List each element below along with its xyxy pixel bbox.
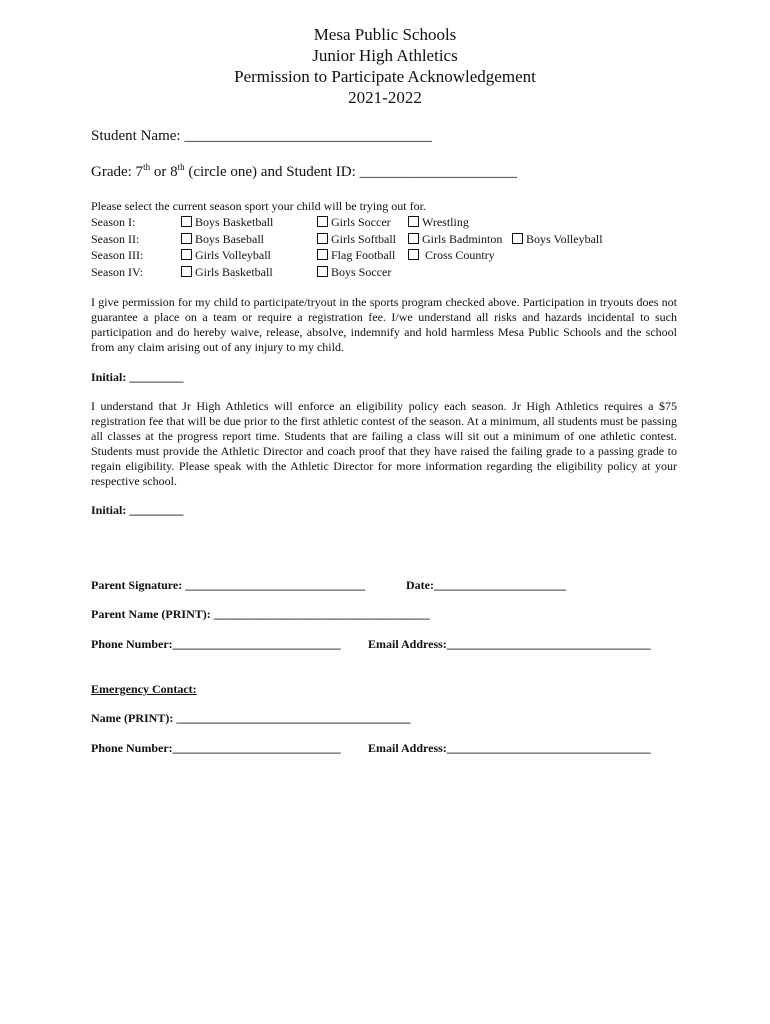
checkbox[interactable] xyxy=(317,216,328,227)
school-name: Mesa Public Schools xyxy=(313,25,457,44)
permission-paragraph: I give permission for my child to participate/tryout in the sports program checked above. Participation in tryouts does not guarantee a place on a team or require a registration fee. I/we understand all risks and hazards incidental to such participation and do hereby waive, release, absolve, indemnify and hold harmless Mesa Public Schools and the school from any claim arising out of any injury to my child. xyxy=(91,295,677,354)
grade-student-id-field[interactable]: Grade: 7th or 8th (circle one) and Student ID: _____________________ xyxy=(91,162,518,180)
parent-email-field[interactable]: Email Address:__________________________________ xyxy=(368,637,651,651)
season-label: Season II: xyxy=(91,232,140,246)
checkbox[interactable] xyxy=(181,249,192,260)
parent-name-field[interactable]: Parent Name (PRINT): ____________________________________ xyxy=(91,607,430,621)
season-label: Season I: xyxy=(91,215,136,229)
student-name-field[interactable]: Student Name: _________________________________ xyxy=(91,128,432,144)
checkbox[interactable] xyxy=(181,266,192,277)
checkbox[interactable] xyxy=(408,233,419,244)
sport-option[interactable]: Boys Soccer xyxy=(317,265,391,280)
sport-option[interactable]: Cross Country xyxy=(408,248,495,263)
checkbox[interactable] xyxy=(512,233,523,244)
date-field[interactable]: Date:______________________ xyxy=(406,578,566,592)
eligibility-paragraph: I understand that Jr High Athletics will enforce an eligibility policy each season. Jr High Athletics requires a $75 registration fee that will be due prior to the first athletic contest of the season. At a minimum, all students must be passing all classes at the progress report time. Students that are failing a class will sit out a minimum of one athletic contest. Students must provide the Athletic Director and coach proof that they have raised the failing grade to a passing grade to regain eligibility. Please speak with the Athletic Director for more information regarding the eligibility policy at your respective school. xyxy=(91,399,677,488)
checkbox[interactable] xyxy=(317,233,328,244)
parent-signature-field[interactable]: Parent Signature: ______________________________ xyxy=(91,578,366,592)
sport-option[interactable]: Girls Basketball xyxy=(181,265,273,280)
checkbox[interactable] xyxy=(317,266,328,277)
parent-phone-field[interactable]: Phone Number:____________________________ xyxy=(91,637,341,651)
sport-option[interactable]: Boys Volleyball xyxy=(512,232,603,247)
checkbox[interactable] xyxy=(181,233,192,244)
checkbox[interactable] xyxy=(408,216,419,227)
season-label: Season III: xyxy=(91,248,144,262)
program-name: Junior High Athletics xyxy=(312,46,458,65)
form-title: Permission to Participate Acknowledgement xyxy=(234,67,536,86)
emergency-email-field[interactable]: Email Address:__________________________________ xyxy=(368,741,651,755)
sport-option[interactable]: Wrestling xyxy=(408,215,469,230)
sport-option[interactable]: Boys Baseball xyxy=(181,232,264,247)
school-year: 2021-2022 xyxy=(348,88,422,107)
emergency-name-field[interactable]: Name (PRINT): _______________________________________ xyxy=(91,711,411,725)
sport-option[interactable]: Girls Volleyball xyxy=(181,248,271,263)
emergency-phone-field[interactable]: Phone Number:____________________________ xyxy=(91,741,341,755)
emergency-contact-heading: Emergency Contact: xyxy=(91,682,197,696)
sport-option[interactable]: Flag Football xyxy=(317,248,395,263)
sport-option[interactable]: Boys Basketball xyxy=(181,215,273,230)
sport-option[interactable]: Girls Softball xyxy=(317,232,396,247)
initial-field-1[interactable]: Initial: _________ xyxy=(91,370,184,384)
sport-prompt: Please select the current season sport your child will be trying out for. xyxy=(91,199,426,213)
sport-option[interactable]: Girls Badminton xyxy=(408,232,502,247)
checkbox[interactable] xyxy=(408,249,419,260)
sport-option[interactable]: Girls Soccer xyxy=(317,215,391,230)
season-label: Season IV: xyxy=(91,265,144,279)
checkbox[interactable] xyxy=(317,249,328,260)
checkbox[interactable] xyxy=(181,216,192,227)
initial-field-2[interactable]: Initial: _________ xyxy=(91,503,184,517)
